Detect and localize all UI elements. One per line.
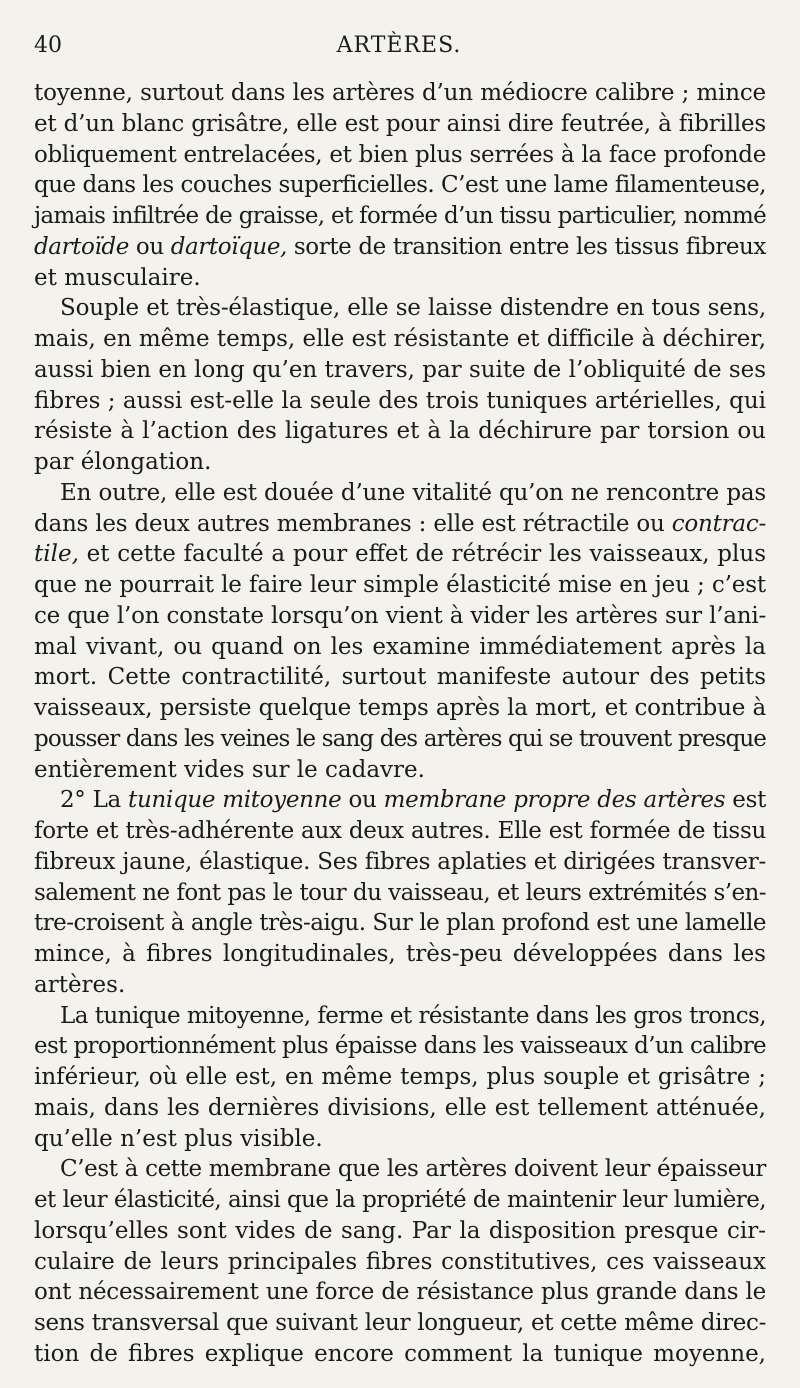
italic-span: tunique mitoyenne [128,787,342,814]
text-span: ou [341,787,384,814]
text-line: mal vivant, ou quand on les examine immédiatement après la [34,633,766,660]
italic-span: membrane propre des artères [383,787,726,814]
text-line: inférieur, où elle est, en même temps, plus souple et grisâtre ; [34,1064,766,1090]
running-head: ARTÈRES. [336,33,462,58]
text-span: sorte de transition entre les tissus fibreux [286,233,766,260]
text-line: toyenne, surtout dans les artères d’un médiocre calibre ; mince [34,80,766,106]
text-line: ont nécessairement une force de résistance plus grande dans le [34,1279,766,1306]
text-line: mais, dans les dernières divisions, elle est tellement atténuée, [34,1094,766,1121]
text-line: fibres ; aussi est-elle la seule des trois tuniques artérielles, qui [34,387,766,414]
text-line: entièrement vides sur le cadavre. [34,756,425,783]
text-span: est [725,787,766,814]
text-line: que ne pourrait le faire leur simple élasticité mise en jeu ; c’est [34,572,766,598]
text-line: aussi bien en long qu’en travers, par suite de l’obliquité de ses [34,356,766,383]
text-line: tion de fibres explique encore comment la tunique moyenne, [34,1340,766,1367]
text-line: et leur élasticité, ainsi que la propriété de maintenir leur lumière, [34,1187,766,1213]
text-line: salement ne font pas le tour du vaisseau, et leurs extrémités s’en- [34,879,766,906]
text-line [34,539,766,570]
text-line [34,509,766,540]
text-line: par élongation. [34,449,212,475]
text-line: mort. Cette contractilité, surtout manifeste autour des petits [34,664,766,691]
text-line: sens transversal que suivant leur longueur, et cette même direc- [34,1310,766,1336]
body-text [34,78,766,1370]
text-line [34,232,766,263]
text-line: fibreux jaune, élastique. Ses fibres aplaties et dirigées transver- [34,848,766,875]
text-span: 2° La [60,787,129,814]
italic-span: dartoïde [34,233,129,260]
italic-span: dartoïque, [170,233,287,260]
text-line: Souple et très-élastique, elle se laisse distendre en tous sens, [60,295,766,322]
text-line: En outre, elle est douée d’une vitalité qu’on ne rencontre pas [60,479,766,506]
text-line: est proportionnément plus épaisse dans les vaisseaux d’un calibre [34,1033,766,1060]
text-line: et d’un blanc grisâtre, elle est pour ainsi dire feutrée, à fibrilles [34,110,766,137]
text-line: obliquement entrelacées, et bien plus serrées à la face profonde [34,141,766,168]
text-line: résiste à l’action des ligatures et à la déchirure par torsion ou [34,418,766,445]
text-line: que dans les couches superficielles. C’est une lame filamenteuse, [34,172,766,199]
text-span: ou [128,233,171,260]
text-span: et cette faculté a pour effet de rétrécir les vaisseaux, plus [78,541,766,568]
italic-span: tile, [34,541,79,568]
text-line: La tunique mitoyenne, ferme et résistante dans les gros troncs, [60,1002,766,1029]
text-line: forte et très-adhérente aux deux autres. Elle est formée de tissu [34,818,766,844]
text-line: jamais infiltrée de graisse, et formée d’un tissu particulier, nommé [34,203,766,229]
text-span: dans les deux autres membranes : elle est rétractile ou [34,510,672,537]
text-line: pousser dans les veines le sang des artères qui se trouvent presque [34,725,766,752]
text-line: et musculaire. [34,264,201,291]
page-number: 40 [34,33,62,58]
italic-span: contrac- [671,510,766,537]
text-line: qu’elle n’est plus visible. [34,1125,323,1152]
page-header [34,29,764,63]
text-line: mais, en même temps, elle est résistante et difficile à déchirer, [34,326,766,352]
text-line: vaisseaux, persiste quelque temps après la mort, et contribue à [34,695,766,721]
text-line: tre-croisent à angle très-aigu. Sur le plan profond est une lamelle [34,910,766,937]
text-line [34,785,766,816]
text-line: lorsqu’elles sont vides de sang. Par la disposition presque cir- [34,1217,766,1244]
text-line: ce que l’on constate lorsqu’on vient à vider les artères sur l’ani- [34,602,766,629]
text-line: culaire de leurs principales fibres constitutives, ces vaisseaux [34,1248,766,1275]
text-line: artères. [34,971,126,998]
text-line: mince, à fibres longitudinales, très-peu développées dans les [34,941,766,967]
text-line: C’est à cette membrane que les artères doivent leur épaisseur [60,1156,766,1183]
